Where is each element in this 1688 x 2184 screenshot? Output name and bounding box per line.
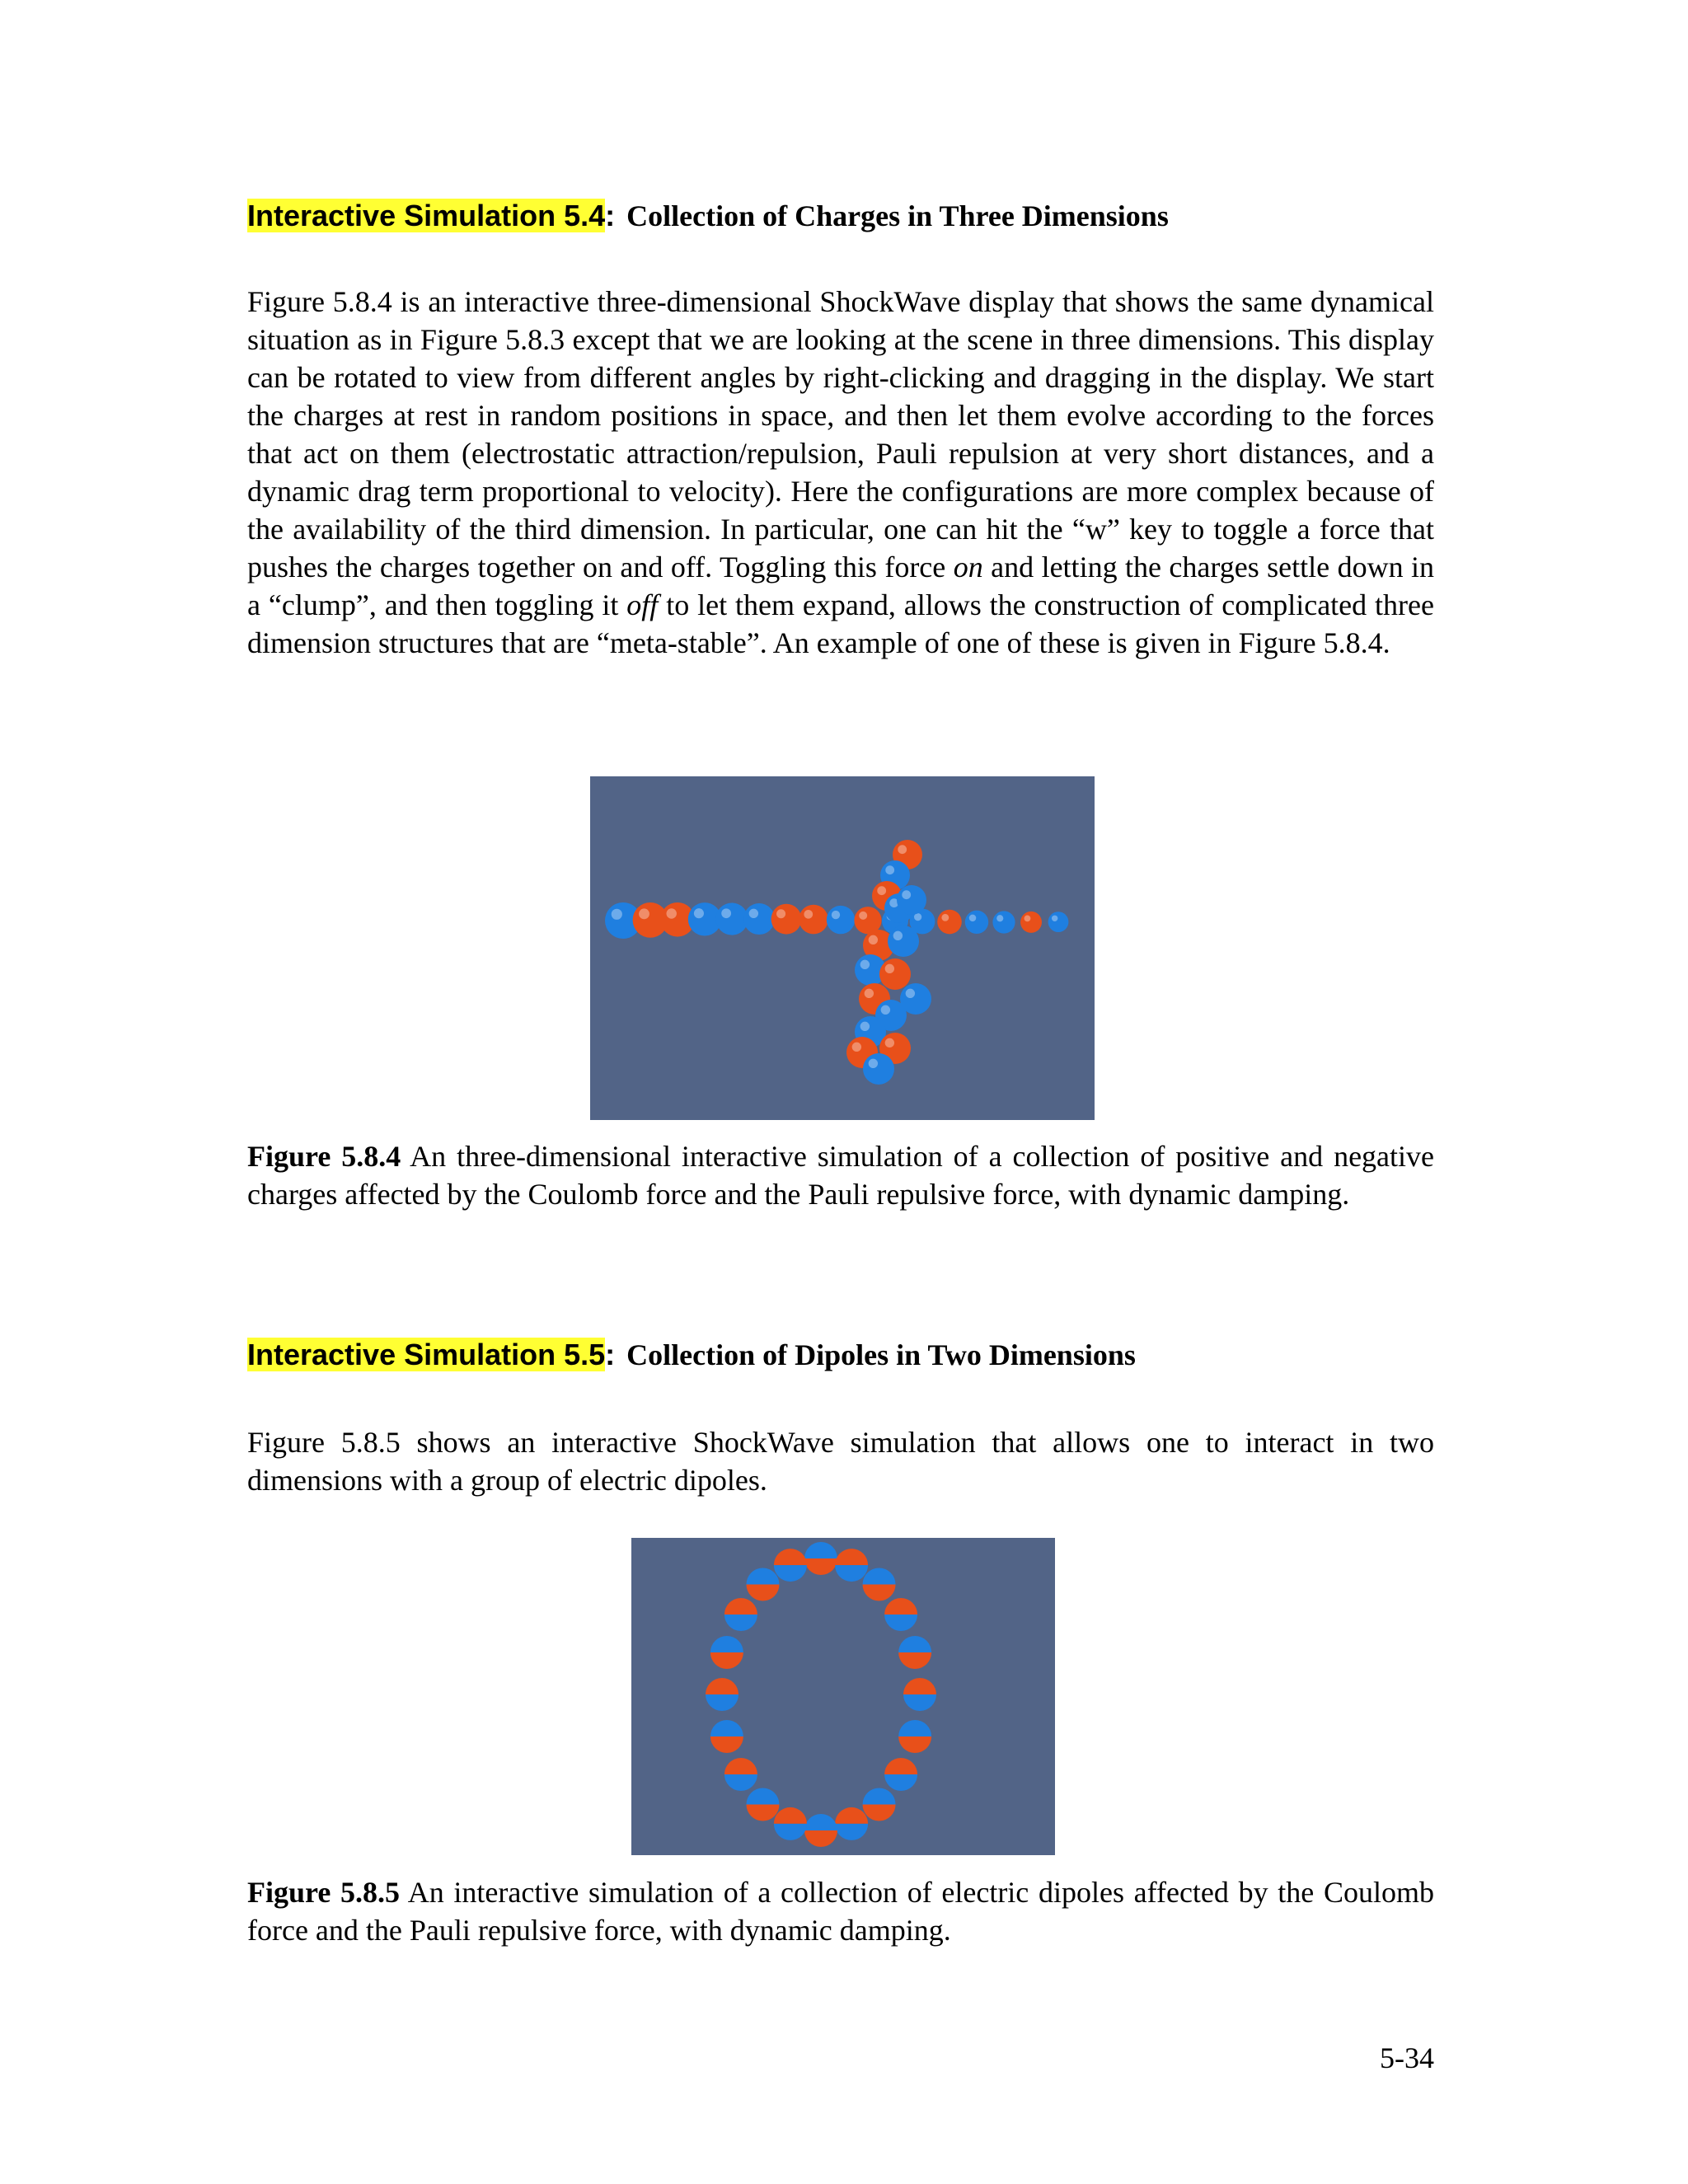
dipole-half — [898, 1736, 931, 1753]
negative-charge-sphere — [715, 902, 748, 935]
sphere-highlight — [941, 914, 949, 921]
sphere-highlight — [721, 908, 731, 918]
paragraph-text: and letting the charges settle down in a “clump”, and then toggling it — [247, 551, 1435, 621]
sphere-highlight — [860, 1022, 870, 1031]
sphere-highlight — [776, 909, 785, 918]
simulation-label-highlight: Interactive Simulation 5.4 — [247, 199, 606, 232]
dipole — [903, 1678, 936, 1711]
figure-5-8-4-simulation-image — [590, 776, 1095, 1120]
negative-charge-sphere — [827, 906, 855, 934]
positive-charge-sphere — [1020, 912, 1042, 933]
dipole — [706, 1678, 738, 1711]
sphere-highlight — [694, 908, 704, 918]
dipole — [710, 1636, 743, 1669]
sphere-highlight — [639, 908, 649, 919]
dipole-half — [804, 1558, 837, 1575]
dipole — [863, 1788, 896, 1821]
sphere-highlight — [893, 931, 903, 940]
dipole-half — [884, 1615, 917, 1631]
dipole-half — [724, 1758, 757, 1774]
dipole — [863, 1568, 896, 1601]
sphere-highlight — [869, 1059, 878, 1068]
dipole — [804, 1814, 837, 1847]
dipole-half — [706, 1678, 738, 1694]
negative-charge-sphere — [965, 911, 988, 934]
sphere-highlight — [877, 886, 886, 895]
dipole — [804, 1542, 837, 1575]
dipole-half — [898, 1636, 931, 1652]
sphere-highlight — [804, 910, 813, 919]
charges-3d-image — [590, 776, 1095, 1120]
dipole-half — [774, 1565, 807, 1582]
dipole-half — [863, 1585, 896, 1601]
dipole — [774, 1549, 807, 1582]
sphere-highlight — [885, 964, 894, 973]
sphere-highlight — [885, 1038, 894, 1047]
dipole — [835, 1549, 868, 1582]
dipole-half — [863, 1788, 896, 1804]
section-title: Collection of Charges in Three Dimensions — [626, 199, 1169, 232]
dipole-half — [903, 1694, 936, 1711]
figure-caption-5-8-5 — [247, 1873, 1434, 1949]
dipole-half — [710, 1652, 743, 1669]
dipole — [835, 1807, 868, 1840]
positive-charge-sphere — [879, 958, 911, 990]
sphere-highlight — [996, 915, 1003, 921]
paragraph-text: to let them expand, allows the construction of complicated three dimension structures that are “meta-stable”. An example of one of these is given in Figure 5.8.4. — [247, 588, 1434, 659]
dipole — [898, 1720, 931, 1753]
negative-charge-sphere — [743, 903, 775, 935]
section-title: Collection of Dipoles in Two Dimensions — [626, 1338, 1136, 1371]
caption-text: An three-dimensional interactive simulation of a collection of positive and negative charges affected by the Coulomb force and the Pauli repulsive force, with dynamic damping. — [247, 1140, 1435, 1211]
page-number: 5-34 — [1380, 2041, 1434, 2074]
dipole-half — [724, 1774, 757, 1791]
dipole-half — [746, 1585, 779, 1601]
body-paragraph-5-5 — [247, 1423, 1434, 1499]
dipole-half — [898, 1720, 931, 1736]
negative-charge-sphere — [897, 885, 926, 915]
caption-label: Figure 5.8.5 — [247, 1876, 401, 1909]
dipole-half — [746, 1788, 779, 1805]
dipole-half — [710, 1636, 743, 1652]
dipole — [724, 1598, 757, 1631]
dipole-half — [804, 1814, 837, 1830]
simulation-label-highlight: Interactive Simulation 5.5 — [247, 1338, 606, 1371]
caption-text: An interactive simulation of a collection of electric dipoles affected by the Coulomb force and the Pauli repulsive force, with dynamic damping. — [247, 1876, 1434, 1947]
sphere-highlight — [969, 915, 977, 922]
dipole-half — [774, 1549, 807, 1565]
dipole — [884, 1758, 917, 1791]
dipole-half — [774, 1824, 807, 1840]
sphere-highlight — [832, 911, 840, 919]
sphere-highlight — [898, 845, 907, 854]
sphere-highlight — [1025, 915, 1031, 921]
figure-5-8-5-simulation-image — [631, 1538, 1055, 1855]
paragraph-text: Figure 5.8.5 shows an interactive ShockWave simulation that allows one to interact in two dimensions with a group of electric dipoles. — [247, 1426, 1434, 1497]
sphere-highlight — [612, 909, 622, 920]
dipole-half — [746, 1568, 779, 1585]
paragraph-text: Figure 5.8.4 is an interactive three-dimensional ShockWave display that shows the same dynamical situation as in Figure 5.8.3 except that we are looking at the scene in three dimensions. This display can be rotated to view from different angles by right-clicking and dragging in the display. We start the charges at rest in random positions in space, and then let them evolve according to the forces that act on them (electrostatic attraction/repulsion, Pauli repulsion at very short distances, and a dynamic drag term proportional to velocity). Here the configurations are more complex because of the availability of the third dimension. In particular, one can hit the “w” key to toggle a force that pushes the charges together on and off. Toggling this force — [247, 285, 1434, 583]
dipole-half — [804, 1542, 837, 1558]
dipole-half — [835, 1565, 868, 1582]
dipole — [746, 1568, 779, 1601]
negative-charge-sphere — [1048, 912, 1069, 932]
dipole — [724, 1758, 757, 1791]
negative-charge-sphere — [888, 926, 919, 957]
dipole — [884, 1598, 917, 1631]
dipole-half — [884, 1758, 917, 1774]
sphere-highlight — [666, 908, 676, 918]
dipole-half — [863, 1804, 896, 1821]
dipole-half — [884, 1774, 917, 1791]
sphere-highlight — [906, 989, 915, 998]
dipole-half — [746, 1804, 779, 1821]
dipole-half — [710, 1736, 743, 1753]
body-paragraph-5-4 — [247, 283, 1434, 662]
sphere-highlight — [885, 865, 894, 874]
dipole — [746, 1788, 779, 1821]
sphere-highlight — [749, 909, 758, 918]
dipole — [898, 1636, 931, 1669]
dipole-half — [710, 1720, 743, 1736]
emphasis-on: on — [953, 551, 983, 583]
dipole-half — [724, 1615, 757, 1631]
figure-caption-5-8-4 — [247, 1137, 1434, 1213]
negative-charge-sphere — [992, 911, 1015, 933]
dipole-half — [835, 1824, 868, 1840]
positive-charge-sphere — [799, 905, 828, 935]
dipole-half — [724, 1598, 757, 1615]
dipole-half — [863, 1568, 896, 1585]
sphere-highlight — [859, 912, 867, 920]
positive-charge-sphere — [937, 910, 962, 935]
section-heading-5-4 — [247, 198, 1434, 234]
dipole — [774, 1807, 807, 1840]
dipole-half — [835, 1549, 868, 1565]
emphasis-off: off — [626, 588, 659, 621]
heading-colon: : — [605, 1338, 616, 1371]
dipole — [710, 1720, 743, 1753]
caption-label: Figure 5.8.4 — [247, 1140, 401, 1173]
heading-colon: : — [605, 199, 616, 232]
dipole-half — [706, 1694, 738, 1711]
sphere-highlight — [865, 989, 874, 998]
positive-charge-sphere — [771, 904, 802, 935]
dipole-half — [898, 1652, 931, 1669]
dipole-half — [804, 1830, 837, 1847]
dipole-half — [835, 1807, 868, 1824]
dipole-half — [884, 1598, 917, 1615]
sphere-highlight — [852, 1043, 861, 1052]
sphere-highlight — [1052, 916, 1057, 921]
sphere-highlight — [881, 1005, 890, 1015]
dipoles-2d-image — [631, 1538, 1055, 1855]
section-heading-5-5 — [247, 1337, 1434, 1373]
dipole-half — [774, 1807, 807, 1824]
sphere-highlight — [902, 890, 911, 899]
negative-charge-sphere — [863, 1053, 894, 1085]
sphere-highlight — [869, 935, 878, 944]
sphere-highlight — [860, 960, 870, 969]
dipole-half — [903, 1678, 936, 1694]
